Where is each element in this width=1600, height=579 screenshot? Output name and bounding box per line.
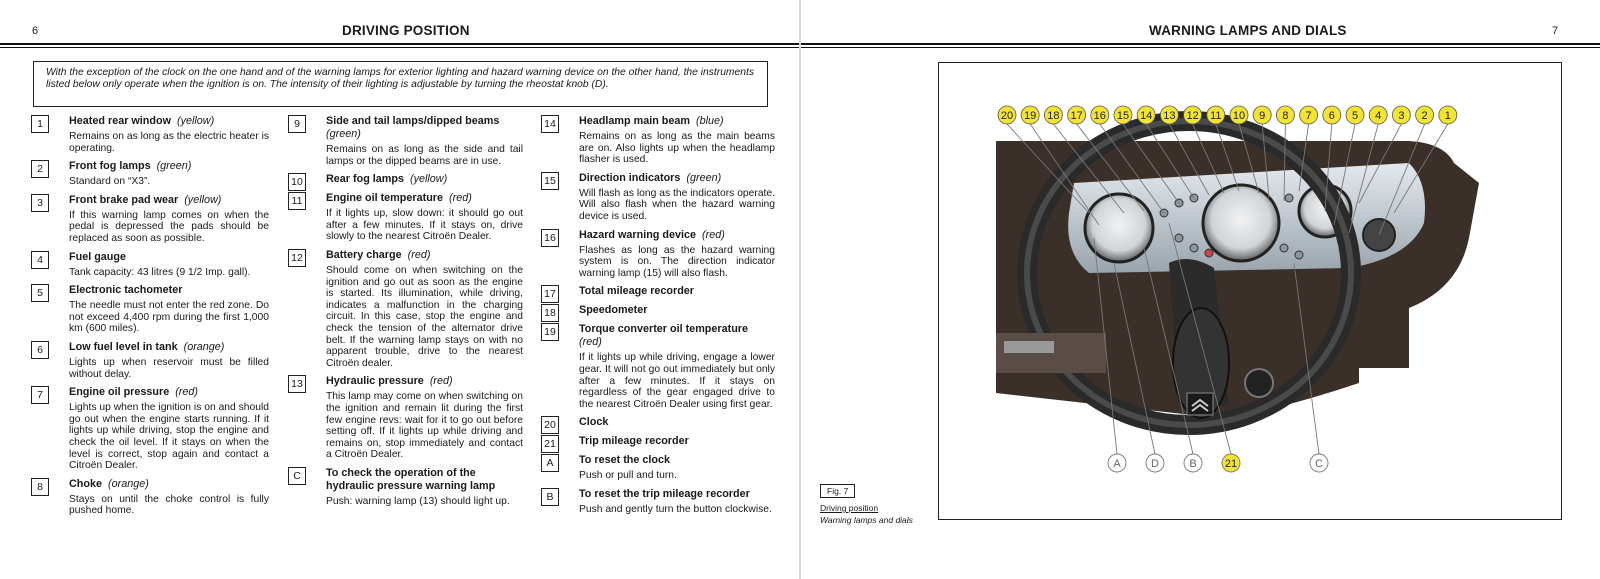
item-lamp-color: (yellow) bbox=[184, 193, 222, 206]
callout-label: 2 bbox=[1421, 110, 1428, 122]
legend-item bbox=[541, 172, 775, 223]
figure-label: Fig. 7 bbox=[820, 484, 855, 498]
item-title-text: Battery charge bbox=[326, 248, 402, 261]
item-title-text: Total mileage recorder bbox=[579, 285, 695, 298]
item-lamp-color: (red) bbox=[702, 228, 725, 241]
callout-label: C bbox=[1315, 458, 1323, 470]
item-title-text: Engine oil temperature bbox=[326, 192, 443, 205]
callout-marker bbox=[1323, 106, 1341, 124]
item-description: Standard on “X3”. bbox=[69, 176, 151, 188]
callout-marker bbox=[1346, 106, 1364, 124]
item-description: Lights up when reservoir must be filled without delay. bbox=[69, 356, 269, 380]
legend-item bbox=[31, 386, 269, 472]
callout-marker bbox=[1021, 106, 1039, 124]
item-description: Push: warning lamp (13) should light up. bbox=[326, 495, 510, 507]
item-lamp-color: (green) bbox=[156, 160, 192, 173]
ignition-switch bbox=[1245, 369, 1273, 397]
callout-label: D bbox=[1151, 458, 1159, 470]
column-1 bbox=[31, 115, 269, 523]
item-number-box: 5 bbox=[31, 284, 49, 302]
item-title bbox=[579, 172, 775, 185]
item-title bbox=[69, 251, 269, 264]
callout-label: 8 bbox=[1282, 110, 1289, 122]
item-number-box: 16 bbox=[541, 229, 559, 247]
item-description: Flashes as long as the hazard warning system is on. The direction indicator warning lamp (15) will also flash. bbox=[579, 244, 775, 279]
callout-marker bbox=[1146, 454, 1164, 472]
item-number-box: 21 bbox=[541, 435, 559, 453]
item-description: The needle must not enter the red zone. Do not exceed 4,400 rpm during the first 1,000 km (600 miles). bbox=[69, 300, 269, 335]
item-title-text: Rear fog lamps bbox=[326, 173, 404, 186]
callout-label: 9 bbox=[1259, 110, 1266, 122]
legend-item bbox=[288, 375, 523, 461]
item-number-box: 1 bbox=[31, 115, 49, 133]
item-number-box: 13 bbox=[288, 375, 306, 393]
callout-marker bbox=[1439, 106, 1457, 124]
item-title-text: Torque converter oil temperature bbox=[579, 323, 748, 336]
callout-marker bbox=[1416, 106, 1434, 124]
callout-marker bbox=[1310, 454, 1328, 472]
item-number-box: 10 bbox=[288, 173, 306, 191]
legend-item bbox=[541, 229, 775, 280]
legend-item bbox=[541, 488, 775, 516]
item-number-box: 2 bbox=[31, 160, 49, 178]
callout-marker bbox=[1184, 106, 1202, 124]
legend-item bbox=[541, 304, 775, 320]
callout-marker bbox=[1300, 106, 1318, 124]
item-description: Will flash as long as the indicators operate. Will also flash when the hazard warning device is used. bbox=[579, 187, 775, 222]
callout-marker bbox=[1091, 106, 1109, 124]
item-lamp-color: (red) bbox=[407, 248, 431, 261]
callout-marker bbox=[1276, 106, 1294, 124]
item-lamp-color: (red) bbox=[579, 336, 602, 349]
item-description: Push or pull and turn. bbox=[579, 470, 677, 482]
item-description: Remains on as long as the main beams are on. Also lights up when the headlamp flasher is used. bbox=[579, 131, 775, 166]
legend-item bbox=[288, 467, 523, 508]
callout-marker bbox=[1068, 106, 1086, 124]
item-title bbox=[579, 304, 775, 317]
item-title-text: Side and tail lamps/dipped beams bbox=[326, 115, 500, 127]
item-number-box: 19 bbox=[541, 323, 559, 341]
item-title-text: Speedometer bbox=[579, 304, 648, 317]
legend-item bbox=[288, 115, 523, 167]
page-title: DRIVING POSITION bbox=[342, 23, 470, 38]
item-title bbox=[579, 435, 775, 448]
item-description: Lights up when the ignition is on and should go out when the engine starts running. If it lights up while driving, stop the engine and check the oil level. If it stays on when the level is correct, stop again and contact a Citroën Dealer. bbox=[69, 402, 269, 472]
item-title bbox=[326, 115, 523, 141]
item-number-box: 4 bbox=[31, 251, 49, 269]
legend-item bbox=[541, 435, 775, 451]
item-description: If it lights up while driving, engage a lower gear. It will not go out immediately but only after a few minutes. If it stays on regardless of the gear engaged drive to the nearest Citroën Dealer using first gear. bbox=[579, 352, 775, 410]
header-rule-thin bbox=[801, 47, 1600, 48]
speedometer-dial bbox=[1203, 185, 1279, 261]
item-title bbox=[579, 285, 775, 298]
callout-marker bbox=[1392, 106, 1410, 124]
legend-item bbox=[31, 194, 269, 245]
callout-marker bbox=[1222, 454, 1240, 472]
callout-label: 1 bbox=[1444, 110, 1451, 122]
item-number-box: 14 bbox=[541, 115, 559, 133]
item-lamp-color: (yellow) bbox=[410, 173, 448, 186]
item-title bbox=[69, 194, 269, 207]
callout-marker bbox=[1207, 106, 1225, 124]
callout-label: 6 bbox=[1328, 110, 1335, 122]
item-number-box: 20 bbox=[541, 416, 559, 434]
item-title-text: Hydraulic pressure bbox=[326, 375, 424, 388]
item-description: Stays on until the choke control is fully pushed home. bbox=[69, 493, 269, 517]
item-number-box: 18 bbox=[541, 304, 559, 322]
dashboard-photo bbox=[938, 62, 1562, 520]
callout-label: 7 bbox=[1305, 110, 1312, 122]
item-lamp-color: (green) bbox=[686, 171, 722, 184]
header-rule bbox=[801, 43, 1600, 45]
callout-marker bbox=[1137, 106, 1155, 124]
item-title-text: To reset the trip mileage recorder bbox=[579, 487, 750, 500]
item-number-box: B bbox=[541, 488, 559, 506]
legend-item bbox=[31, 284, 269, 335]
callout-label: 13 bbox=[1163, 110, 1176, 122]
item-number-box: C bbox=[288, 467, 306, 485]
item-lamp-color: (red) bbox=[429, 375, 453, 388]
callout-label: 4 bbox=[1375, 110, 1382, 122]
item-number-box: 17 bbox=[541, 285, 559, 303]
callout-label: 10 bbox=[1232, 110, 1246, 122]
callout-marker bbox=[1230, 106, 1248, 124]
item-number-box: 7 bbox=[31, 386, 49, 404]
legend-item bbox=[541, 323, 775, 410]
legend-item bbox=[288, 192, 523, 243]
callout-marker bbox=[1114, 106, 1132, 124]
page-title: WARNING LAMPS AND DIALS bbox=[1149, 23, 1347, 38]
item-title bbox=[69, 160, 269, 173]
item-lamp-color: (red) bbox=[449, 192, 472, 205]
legend-item bbox=[288, 173, 523, 189]
item-number-box: A bbox=[541, 454, 559, 472]
item-lamp-color: (orange) bbox=[183, 340, 225, 353]
item-title bbox=[579, 416, 775, 429]
item-title bbox=[69, 386, 269, 399]
callout-label: 5 bbox=[1351, 110, 1359, 122]
item-title bbox=[326, 375, 523, 388]
item-title-text: Choke bbox=[69, 477, 102, 490]
legend-item bbox=[541, 454, 775, 482]
callout-label: 3 bbox=[1398, 110, 1405, 122]
item-title bbox=[326, 173, 523, 186]
item-title-text: Front brake pad wear bbox=[69, 193, 179, 206]
legend-item bbox=[31, 115, 269, 154]
item-title-text: Trip mileage recorder bbox=[579, 435, 689, 448]
item-number-box: 3 bbox=[31, 194, 49, 212]
legend-item bbox=[31, 478, 269, 517]
callout-label: 14 bbox=[1140, 110, 1153, 122]
item-title bbox=[69, 341, 269, 354]
intro-note: With the exception of the clock on the one hand and of the warning lamps for exterior lighting and hazard warning device on the other hand, the instruments listed below only operate when the ignition is on. The intensity of their lighting is adjustable by turning the rheostat knob (D). bbox=[33, 61, 768, 107]
item-description: This lamp may come on when switching on the ignition and remain lit during the first few engine revs: wait for it to go out before setting off. If it lights up while driving and remains on, stop immediately and contact a Citroën Dealer. bbox=[326, 391, 523, 461]
item-description: Push and gently turn the button clockwise. bbox=[579, 503, 772, 515]
item-description: Remains on as long as the electric heater is operating. bbox=[69, 131, 269, 154]
item-title bbox=[579, 115, 775, 128]
legend-item bbox=[288, 249, 523, 369]
item-title-text: Engine oil pressure bbox=[69, 386, 170, 399]
column-3 bbox=[541, 115, 775, 522]
page-number: 6 bbox=[32, 25, 39, 37]
item-description: Should come on when switching on the ignition and go out as soon as the engine is started. Its illumination, while driving, indicates a malfunction in the charging circuit. In this case, stop the engine and check the tension of the alternator drive belt. If the warning lamp stays on with no apparent trouble, drive to the nearest Citroën dealer. bbox=[326, 264, 523, 369]
callout-label: 21 bbox=[1224, 458, 1238, 470]
callout-label: 12 bbox=[1186, 110, 1199, 122]
callout-marker bbox=[1184, 454, 1202, 472]
right-page bbox=[801, 0, 1600, 579]
item-description: If it lights up, slow down: it should go out after a few minutes. If it stays on, drive slowly to the nearest Citroën Dealer. bbox=[326, 208, 523, 243]
legend-item bbox=[31, 251, 269, 279]
item-lamp-color: (blue) bbox=[696, 115, 724, 127]
figure-caption-line-2: Warning lamps and dials bbox=[820, 515, 913, 525]
item-title-text: Hazard warning device bbox=[579, 228, 697, 241]
legend-item bbox=[541, 416, 775, 432]
callout-label: 16 bbox=[1093, 110, 1106, 122]
item-lamp-color: (green) bbox=[326, 128, 361, 140]
callout-label: 17 bbox=[1070, 110, 1083, 122]
item-description: If this warning lamp comes on when the pedal is depressed the pads should be replaced as soon as possible. bbox=[69, 209, 269, 244]
item-number-box: 11 bbox=[288, 192, 306, 210]
lever-slot bbox=[1004, 341, 1054, 353]
legend-item bbox=[31, 160, 269, 188]
callout-marker bbox=[1369, 106, 1387, 124]
page-number: 7 bbox=[1552, 25, 1559, 37]
item-title bbox=[69, 284, 269, 297]
item-title bbox=[69, 478, 269, 491]
dashboard-illustration bbox=[939, 63, 1561, 519]
item-number-box: 9 bbox=[288, 115, 306, 133]
figure-caption bbox=[820, 481, 940, 525]
callout-marker bbox=[1108, 454, 1126, 472]
item-title bbox=[69, 115, 269, 128]
item-lamp-color: (orange) bbox=[108, 477, 149, 490]
item-title-text: To check the operation of the hydraulic pressure warning lamp bbox=[326, 466, 496, 492]
item-title bbox=[326, 192, 523, 205]
item-lamp-color: (red) bbox=[175, 386, 198, 399]
legend-item bbox=[31, 341, 269, 380]
item-description: Remains on as long as the side and tail lamps or the dipped beams are in use. bbox=[326, 144, 523, 167]
item-lamp-color: (yellow) bbox=[177, 115, 215, 127]
item-title-text: Low fuel level in tank bbox=[69, 340, 178, 353]
item-title bbox=[579, 229, 775, 242]
item-title bbox=[579, 488, 775, 501]
item-title-text: Front fog lamps bbox=[69, 160, 151, 173]
item-title-text: Fuel gauge bbox=[69, 250, 126, 263]
callout-label: 11 bbox=[1210, 110, 1222, 122]
callout-marker bbox=[1160, 106, 1178, 124]
item-number-box: 8 bbox=[31, 478, 49, 496]
item-number-box: 12 bbox=[288, 249, 306, 267]
header-rule bbox=[0, 43, 799, 45]
item-title bbox=[326, 249, 523, 262]
legend-item bbox=[541, 115, 775, 166]
item-description: Tank capacity: 43 litres (9 1/2 Imp. gall). bbox=[69, 266, 251, 278]
item-title-text: To reset the clock bbox=[579, 454, 671, 467]
header-rule-thin bbox=[0, 47, 799, 48]
column-2 bbox=[288, 115, 523, 513]
callout-label: 15 bbox=[1116, 110, 1130, 122]
callout-label: 18 bbox=[1047, 110, 1060, 122]
callout-label: 20 bbox=[1000, 110, 1014, 122]
callout-marker bbox=[998, 106, 1016, 124]
item-number-box: 6 bbox=[31, 341, 49, 359]
item-title bbox=[326, 467, 523, 493]
callout-label: A bbox=[1113, 458, 1121, 470]
callout-marker bbox=[1253, 106, 1271, 124]
item-title-text: Direction indicators bbox=[579, 171, 681, 184]
item-number-box: 15 bbox=[541, 172, 559, 190]
item-title-text: Heated rear window bbox=[69, 115, 171, 127]
callout-marker bbox=[1044, 106, 1062, 124]
callout-label: B bbox=[1189, 458, 1197, 470]
legend-item bbox=[541, 285, 775, 301]
item-title-text: Electronic tachometer bbox=[69, 284, 183, 297]
callout-label: 19 bbox=[1024, 110, 1037, 122]
item-title bbox=[579, 323, 775, 349]
item-title bbox=[579, 454, 775, 467]
left-page bbox=[0, 0, 799, 579]
item-title-text: Headlamp main beam bbox=[579, 115, 691, 127]
figure-caption-line-1: Driving position bbox=[820, 503, 879, 513]
item-title-text: Clock bbox=[579, 416, 609, 429]
